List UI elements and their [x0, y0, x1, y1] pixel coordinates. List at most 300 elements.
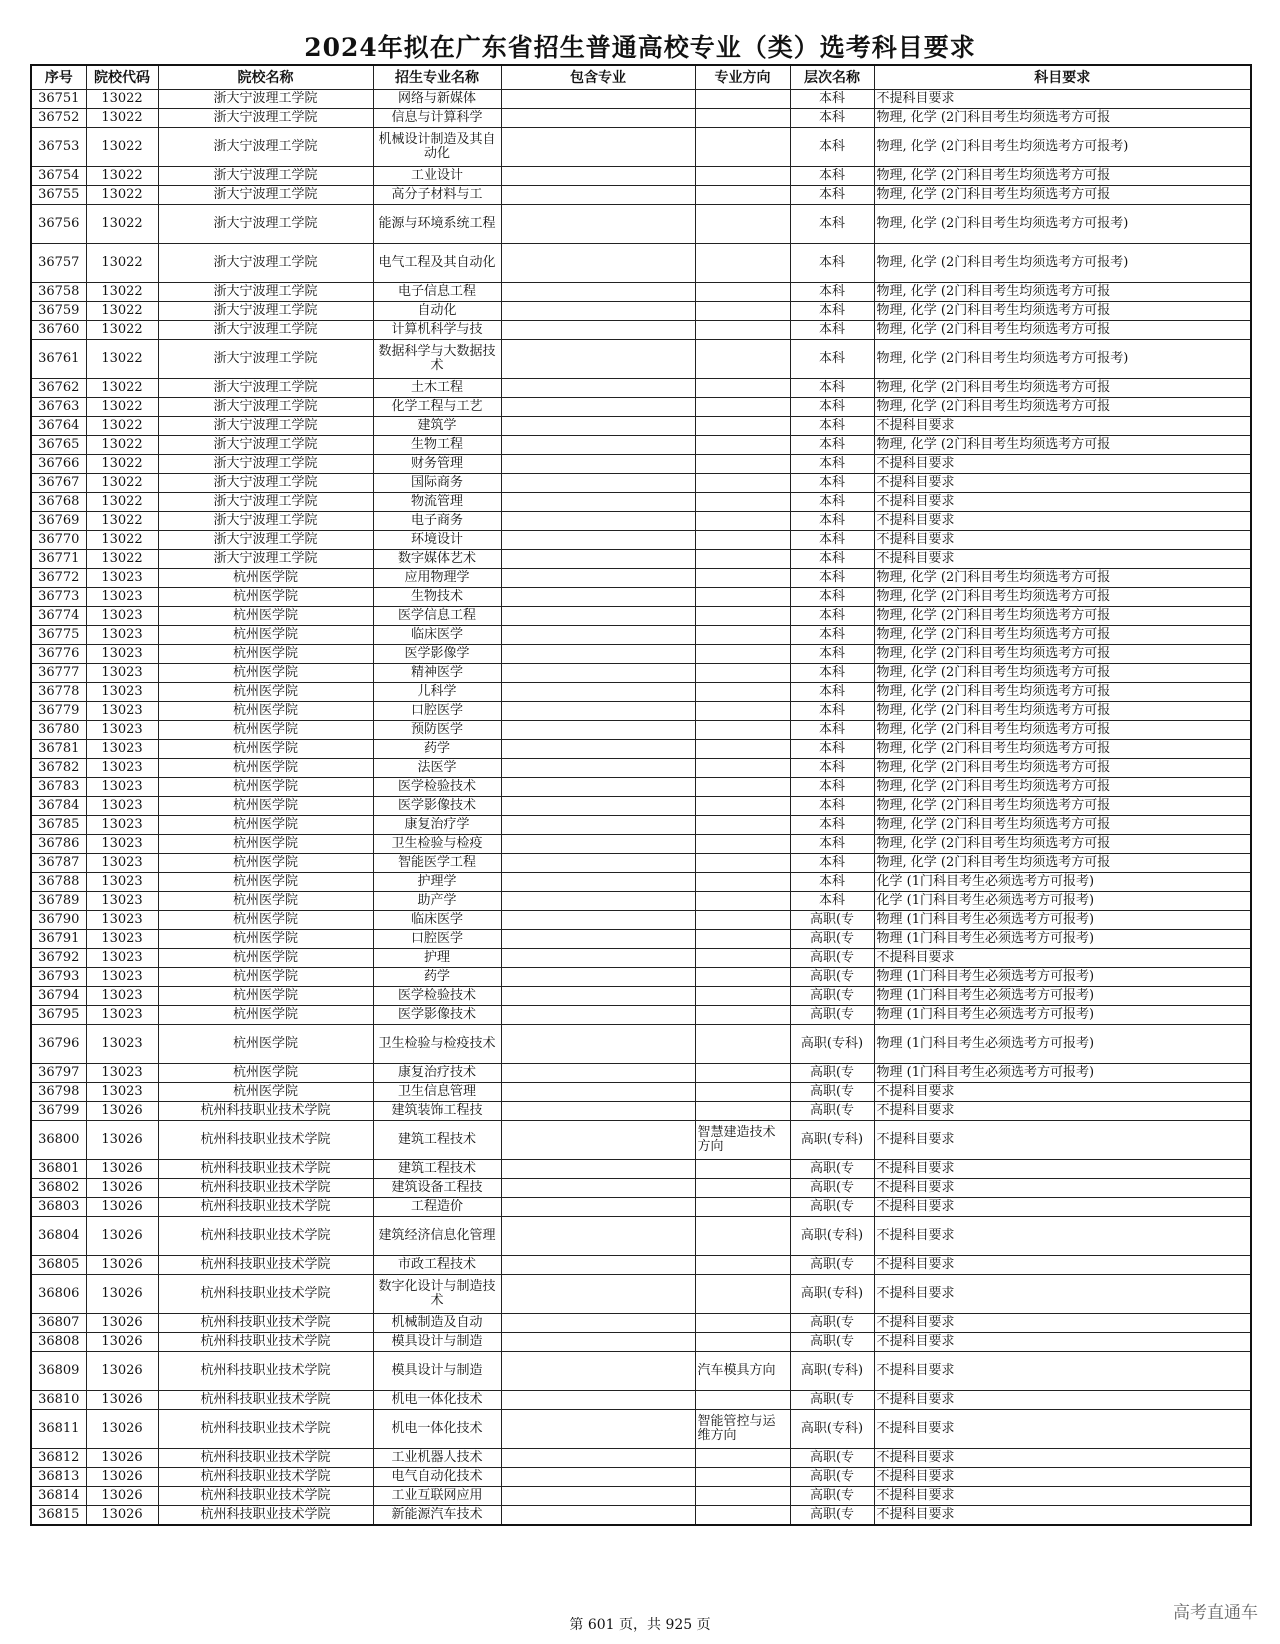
table-cell: 本科 [790, 835, 874, 854]
table-row [31, 968, 1251, 987]
table-cell: 数据科学与大数据技术 [373, 340, 501, 379]
table-cell: 工程造价 [373, 1198, 501, 1217]
table-cell [695, 740, 790, 759]
table-cell: 工业设计 [373, 167, 501, 186]
table-cell: 36795 [31, 1006, 86, 1025]
table-cell [695, 778, 790, 797]
table-cell: 本科 [790, 569, 874, 588]
table-cell: 建筑经济信息化管理 [373, 1217, 501, 1256]
table-cell: 36811 [31, 1410, 86, 1449]
table-cell [501, 244, 695, 283]
table-cell: 高职(专 [790, 911, 874, 930]
table-cell: 高职(专科) [790, 1025, 874, 1064]
table-row [31, 436, 1251, 455]
table-cell [501, 1198, 695, 1217]
table-cell [695, 1487, 790, 1506]
table-cell: 药学 [373, 968, 501, 987]
table-cell: 高职(专 [790, 1449, 874, 1468]
table-row [31, 1506, 1251, 1526]
table-cell: 信息与计算科学 [373, 109, 501, 128]
table-cell: 浙大宁波理工学院 [158, 531, 373, 550]
table-cell: 杭州医学院 [158, 892, 373, 911]
table-row [31, 778, 1251, 797]
table-cell: 浙大宁波理工学院 [158, 474, 373, 493]
column-header: 院校代码 [86, 65, 158, 90]
table-cell [501, 1102, 695, 1121]
table-cell [695, 417, 790, 436]
table-cell: 本科 [790, 417, 874, 436]
table-cell [501, 1006, 695, 1025]
table-cell [695, 1160, 790, 1179]
table-cell [501, 493, 695, 512]
table-cell [695, 379, 790, 398]
table-cell: 土木工程 [373, 379, 501, 398]
table-row [31, 759, 1251, 778]
table-cell [695, 436, 790, 455]
table-cell: 13026 [86, 1352, 158, 1391]
table-cell: 本科 [790, 797, 874, 816]
column-header: 序号 [31, 65, 86, 90]
table-row [31, 283, 1251, 302]
table-cell: 13023 [86, 588, 158, 607]
table-cell: 浙大宁波理工学院 [158, 186, 373, 205]
table-cell: 物理, 化学 (2门科目考生均须选考方可报 [874, 835, 1251, 854]
table-cell: 本科 [790, 205, 874, 244]
table-cell [501, 531, 695, 550]
table-cell: 36804 [31, 1217, 86, 1256]
table-cell [695, 455, 790, 474]
table-cell [501, 1083, 695, 1102]
table-cell: 浙大宁波理工学院 [158, 167, 373, 186]
table-cell: 浙大宁波理工学院 [158, 302, 373, 321]
table-cell: 物理, 化学 (2门科目考生均须选考方可报 [874, 109, 1251, 128]
table-cell: 建筑学 [373, 417, 501, 436]
table-cell: 杭州科技职业技术学院 [158, 1275, 373, 1314]
table-cell [501, 1410, 695, 1449]
table-cell: 杭州医学院 [158, 1064, 373, 1083]
table-cell: 计算机科学与技 [373, 321, 501, 340]
table-cell [695, 1179, 790, 1198]
table-cell: 高职(专 [790, 1006, 874, 1025]
table-cell: 13022 [86, 283, 158, 302]
table-cell: 口腔医学 [373, 702, 501, 721]
table-cell: 13022 [86, 379, 158, 398]
table-cell: 36765 [31, 436, 86, 455]
table-cell: 法医学 [373, 759, 501, 778]
table-cell: 模具设计与制造 [373, 1352, 501, 1391]
table-row [31, 1256, 1251, 1275]
table-cell: 物理, 化学 (2门科目考生均须选考方可报 [874, 569, 1251, 588]
table-cell: 不提科目要求 [874, 1102, 1251, 1121]
table-cell: 13026 [86, 1256, 158, 1275]
table-cell: 不提科目要求 [874, 1314, 1251, 1333]
table-cell: 高职(专 [790, 949, 874, 968]
table-cell [501, 645, 695, 664]
table-cell: 13026 [86, 1487, 158, 1506]
table-cell: 本科 [790, 778, 874, 797]
table-row [31, 835, 1251, 854]
table-cell [501, 283, 695, 302]
table-cell: 浙大宁波理工学院 [158, 90, 373, 109]
table-cell [501, 1064, 695, 1083]
column-header: 科目要求 [874, 65, 1251, 90]
table-row [31, 854, 1251, 873]
table-cell: 36784 [31, 797, 86, 816]
table-cell: 高职(专 [790, 1314, 874, 1333]
table-cell: 医学检验技术 [373, 778, 501, 797]
table-cell: 13022 [86, 302, 158, 321]
table-cell: 13023 [86, 911, 158, 930]
table-cell: 不提科目要求 [874, 1487, 1251, 1506]
table-cell: 本科 [790, 474, 874, 493]
table-cell [501, 1352, 695, 1391]
table-cell [501, 873, 695, 892]
table-cell: 杭州医学院 [158, 759, 373, 778]
table-cell: 物理 (1门科目考生必须选考方可报考) [874, 1025, 1251, 1064]
table-cell: 不提科目要求 [874, 1160, 1251, 1179]
table-cell [695, 873, 790, 892]
table-cell: 药学 [373, 740, 501, 759]
table-cell: 化学 (1门科目考生必须选考方可报考) [874, 892, 1251, 911]
table-cell: 36752 [31, 109, 86, 128]
table-row [31, 607, 1251, 626]
table-row [31, 1391, 1251, 1410]
table-row [31, 1179, 1251, 1198]
table-cell: 不提科目要求 [874, 1333, 1251, 1352]
table-cell: 应用物理学 [373, 569, 501, 588]
table-cell: 36753 [31, 128, 86, 167]
table-cell [695, 109, 790, 128]
table-cell: 36770 [31, 531, 86, 550]
table-row [31, 1410, 1251, 1449]
table-cell [501, 109, 695, 128]
table-cell: 杭州科技职业技术学院 [158, 1160, 373, 1179]
table-cell [501, 167, 695, 186]
table-cell [501, 1160, 695, 1179]
table-cell: 13023 [86, 626, 158, 645]
table-row [31, 398, 1251, 417]
table-cell [501, 474, 695, 493]
table-cell: 不提科目要求 [874, 1121, 1251, 1160]
table-cell: 13023 [86, 987, 158, 1006]
table-cell: 物理, 化学 (2门科目考生均须选考方可报 [874, 778, 1251, 797]
table-cell [695, 588, 790, 607]
table-cell [695, 1449, 790, 1468]
table-row [31, 645, 1251, 664]
table-cell [501, 1025, 695, 1064]
table-cell: 36809 [31, 1352, 86, 1391]
table-cell [501, 1391, 695, 1410]
table-cell: 13023 [86, 854, 158, 873]
table-cell: 不提科目要求 [874, 417, 1251, 436]
table-cell: 物理, 化学 (2门科目考生均须选考方可报 [874, 664, 1251, 683]
table-cell: 本科 [790, 340, 874, 379]
table-cell: 36757 [31, 244, 86, 283]
table-cell: 13023 [86, 816, 158, 835]
table-cell: 不提科目要求 [874, 550, 1251, 569]
table-cell: 36798 [31, 1083, 86, 1102]
table-cell: 医学检验技术 [373, 987, 501, 1006]
table-cell: 13022 [86, 109, 158, 128]
table-cell: 杭州医学院 [158, 987, 373, 1006]
table-row [31, 626, 1251, 645]
table-cell: 卫生检验与检疫技术 [373, 1025, 501, 1064]
table-cell: 物理, 化学 (2门科目考生均须选考方可报 [874, 436, 1251, 455]
table-cell: 杭州科技职业技术学院 [158, 1198, 373, 1217]
table-cell [695, 1083, 790, 1102]
table-cell: 物理, 化学 (2门科目考生均须选考方可报 [874, 797, 1251, 816]
column-header: 院校名称 [158, 65, 373, 90]
table-cell [695, 854, 790, 873]
table-cell: 13026 [86, 1102, 158, 1121]
table-cell: 杭州科技职业技术学院 [158, 1410, 373, 1449]
table-cell: 浙大宁波理工学院 [158, 436, 373, 455]
table-cell: 13023 [86, 664, 158, 683]
table-cell [695, 186, 790, 205]
table-cell: 杭州医学院 [158, 778, 373, 797]
table-cell: 13023 [86, 797, 158, 816]
table-cell: 能源与环境系统工程 [373, 205, 501, 244]
table-cell: 36783 [31, 778, 86, 797]
table-cell: 本科 [790, 398, 874, 417]
table-row [31, 90, 1251, 109]
table-cell: 36756 [31, 205, 86, 244]
table-cell: 13023 [86, 949, 158, 968]
table-cell: 不提科目要求 [874, 1083, 1251, 1102]
column-header: 招生专业名称 [373, 65, 501, 90]
table-cell [501, 1179, 695, 1198]
table-cell: 本科 [790, 167, 874, 186]
table-row [31, 493, 1251, 512]
table-cell: 本科 [790, 664, 874, 683]
table-cell: 36791 [31, 930, 86, 949]
table-row [31, 892, 1251, 911]
table-cell [501, 205, 695, 244]
table-cell: 高职(专 [790, 1102, 874, 1121]
table-cell: 高职(专 [790, 987, 874, 1006]
table-cell: 杭州医学院 [158, 968, 373, 987]
column-header: 包含专业 [501, 65, 695, 90]
table-cell: 物理, 化学 (2门科目考生均须选考方可报 [874, 398, 1251, 417]
table-cell [501, 930, 695, 949]
table-row [31, 1160, 1251, 1179]
table-cell [695, 683, 790, 702]
table-row [31, 1352, 1251, 1391]
table-cell: 杭州科技职业技术学院 [158, 1121, 373, 1160]
table-cell: 网络与新媒体 [373, 90, 501, 109]
table-cell: 13023 [86, 1006, 158, 1025]
table-cell: 杭州医学院 [158, 797, 373, 816]
table-cell: 13022 [86, 340, 158, 379]
table-cell: 不提科目要求 [874, 1352, 1251, 1391]
table-cell: 36759 [31, 302, 86, 321]
table-cell: 物理, 化学 (2门科目考生均须选考方可报 [874, 626, 1251, 645]
table-cell: 13026 [86, 1121, 158, 1160]
table-cell [695, 1468, 790, 1487]
table-cell [695, 1256, 790, 1275]
table-cell: 杭州医学院 [158, 645, 373, 664]
table-row [31, 550, 1251, 569]
table-cell: 物理, 化学 (2门科目考生均须选考方可报 [874, 740, 1251, 759]
table-cell: 杭州医学院 [158, 702, 373, 721]
table-body [31, 90, 1251, 1526]
table-cell: 不提科目要求 [874, 949, 1251, 968]
table-cell: 本科 [790, 321, 874, 340]
table-cell: 13022 [86, 493, 158, 512]
table-cell: 本科 [790, 436, 874, 455]
table-cell: 13026 [86, 1391, 158, 1410]
table-row [31, 1275, 1251, 1314]
table-cell [501, 302, 695, 321]
table-cell: 本科 [790, 759, 874, 778]
table-cell: 杭州医学院 [158, 911, 373, 930]
table-cell: 36762 [31, 379, 86, 398]
table-cell: 建筑装饰工程技 [373, 1102, 501, 1121]
table-cell: 浙大宁波理工学院 [158, 493, 373, 512]
table-cell [695, 911, 790, 930]
table-cell [695, 550, 790, 569]
table-cell: 数字媒体艺术 [373, 550, 501, 569]
table-cell: 机械设计制造及其自动化 [373, 128, 501, 167]
table-row [31, 1487, 1251, 1506]
table-cell [501, 186, 695, 205]
table-cell: 浙大宁波理工学院 [158, 550, 373, 569]
table-cell [501, 816, 695, 835]
table-cell: 财务管理 [373, 455, 501, 474]
table-cell: 不提科目要求 [874, 531, 1251, 550]
table-cell: 物理, 化学 (2门科目考生均须选考方可报考) [874, 340, 1251, 379]
table-cell [695, 949, 790, 968]
table-cell: 物理, 化学 (2门科目考生均须选考方可报 [874, 167, 1251, 186]
table-cell [695, 721, 790, 740]
table-cell: 本科 [790, 702, 874, 721]
table-cell: 物理, 化学 (2门科目考生均须选考方可报考) [874, 128, 1251, 167]
table-cell: 物理 (1门科目考生必须选考方可报考) [874, 968, 1251, 987]
table-cell [501, 892, 695, 911]
table-cell: 13022 [86, 512, 158, 531]
table-cell: 物理, 化学 (2门科目考生均须选考方可报 [874, 283, 1251, 302]
table-cell: 电气自动化技术 [373, 1468, 501, 1487]
table-cell: 杭州科技职业技术学院 [158, 1217, 373, 1256]
table-row [31, 512, 1251, 531]
table-cell [501, 740, 695, 759]
table-row [31, 244, 1251, 283]
table-cell: 本科 [790, 128, 874, 167]
table-cell [695, 797, 790, 816]
table-cell [695, 474, 790, 493]
table-cell: 不提科目要求 [874, 1217, 1251, 1256]
table-cell: 助产学 [373, 892, 501, 911]
table-cell: 物流管理 [373, 493, 501, 512]
table-cell: 物理, 化学 (2门科目考生均须选考方可报 [874, 854, 1251, 873]
column-header: 层次名称 [790, 65, 874, 90]
table-cell: 浙大宁波理工学院 [158, 205, 373, 244]
table-cell: 智能医学工程 [373, 854, 501, 873]
table-cell: 杭州医学院 [158, 1083, 373, 1102]
table-cell: 不提科目要求 [874, 474, 1251, 493]
table-cell [501, 455, 695, 474]
table-cell: 13023 [86, 740, 158, 759]
table-row [31, 340, 1251, 379]
table-cell: 本科 [790, 493, 874, 512]
table-cell: 临床医学 [373, 626, 501, 645]
table-cell: 36789 [31, 892, 86, 911]
table-cell: 13023 [86, 645, 158, 664]
table-cell: 物理, 化学 (2门科目考生均须选考方可报 [874, 683, 1251, 702]
table-cell: 新能源汽车技术 [373, 1506, 501, 1526]
table-cell [501, 569, 695, 588]
table-cell: 本科 [790, 244, 874, 283]
table-cell: 36814 [31, 1487, 86, 1506]
table-cell: 临床医学 [373, 911, 501, 930]
table-cell [695, 205, 790, 244]
table-cell: 36788 [31, 873, 86, 892]
table-cell: 本科 [790, 109, 874, 128]
table-row [31, 1449, 1251, 1468]
table-cell: 高职(专科) [790, 1121, 874, 1160]
table-cell [695, 493, 790, 512]
table-cell: 36773 [31, 588, 86, 607]
table-row [31, 987, 1251, 1006]
table-cell: 高职(专 [790, 1083, 874, 1102]
table-cell: 医学影像学 [373, 645, 501, 664]
table-cell: 高职(专科) [790, 1410, 874, 1449]
table-cell [695, 1217, 790, 1256]
table-row [31, 683, 1251, 702]
table-cell: 不提科目要求 [874, 1506, 1251, 1526]
table-row [31, 873, 1251, 892]
table-cell [501, 664, 695, 683]
table-cell: 36766 [31, 455, 86, 474]
table-cell: 物理, 化学 (2门科目考生均须选考方可报 [874, 302, 1251, 321]
table-cell: 物理, 化学 (2门科目考生均须选考方可报 [874, 607, 1251, 626]
table-cell: 医学影像技术 [373, 1006, 501, 1025]
table-cell: 浙大宁波理工学院 [158, 244, 373, 283]
brand-watermark: 高考直通车 [1173, 1603, 1258, 1622]
table-cell: 本科 [790, 854, 874, 873]
table-cell: 36779 [31, 702, 86, 721]
table-cell: 36786 [31, 835, 86, 854]
table-cell: 护理学 [373, 873, 501, 892]
table-cell: 医学信息工程 [373, 607, 501, 626]
table-row [31, 816, 1251, 835]
table-cell: 不提科目要求 [874, 1179, 1251, 1198]
table-cell: 浙大宁波理工学院 [158, 283, 373, 302]
table-cell: 高职(专科) [790, 1352, 874, 1391]
table-cell: 杭州医学院 [158, 930, 373, 949]
table-cell: 电子信息工程 [373, 283, 501, 302]
table-cell: 本科 [790, 455, 874, 474]
table-cell: 不提科目要求 [874, 1275, 1251, 1314]
table-cell [695, 626, 790, 645]
table-cell [501, 1275, 695, 1314]
table-cell: 杭州医学院 [158, 854, 373, 873]
table-cell: 36787 [31, 854, 86, 873]
table-cell [695, 816, 790, 835]
table-cell [695, 340, 790, 379]
table-cell: 高职(专 [790, 930, 874, 949]
table-cell: 工业互联网应用 [373, 1487, 501, 1506]
table-cell: 高职(专 [790, 1391, 874, 1410]
table-cell [695, 1333, 790, 1352]
table-cell: 13022 [86, 321, 158, 340]
table-cell: 13023 [86, 778, 158, 797]
table-cell: 口腔医学 [373, 930, 501, 949]
table-cell: 智能管控与运维方向 [695, 1410, 790, 1449]
table-cell: 物理, 化学 (2门科目考生均须选考方可报 [874, 645, 1251, 664]
table-cell [501, 340, 695, 379]
table-cell [695, 531, 790, 550]
